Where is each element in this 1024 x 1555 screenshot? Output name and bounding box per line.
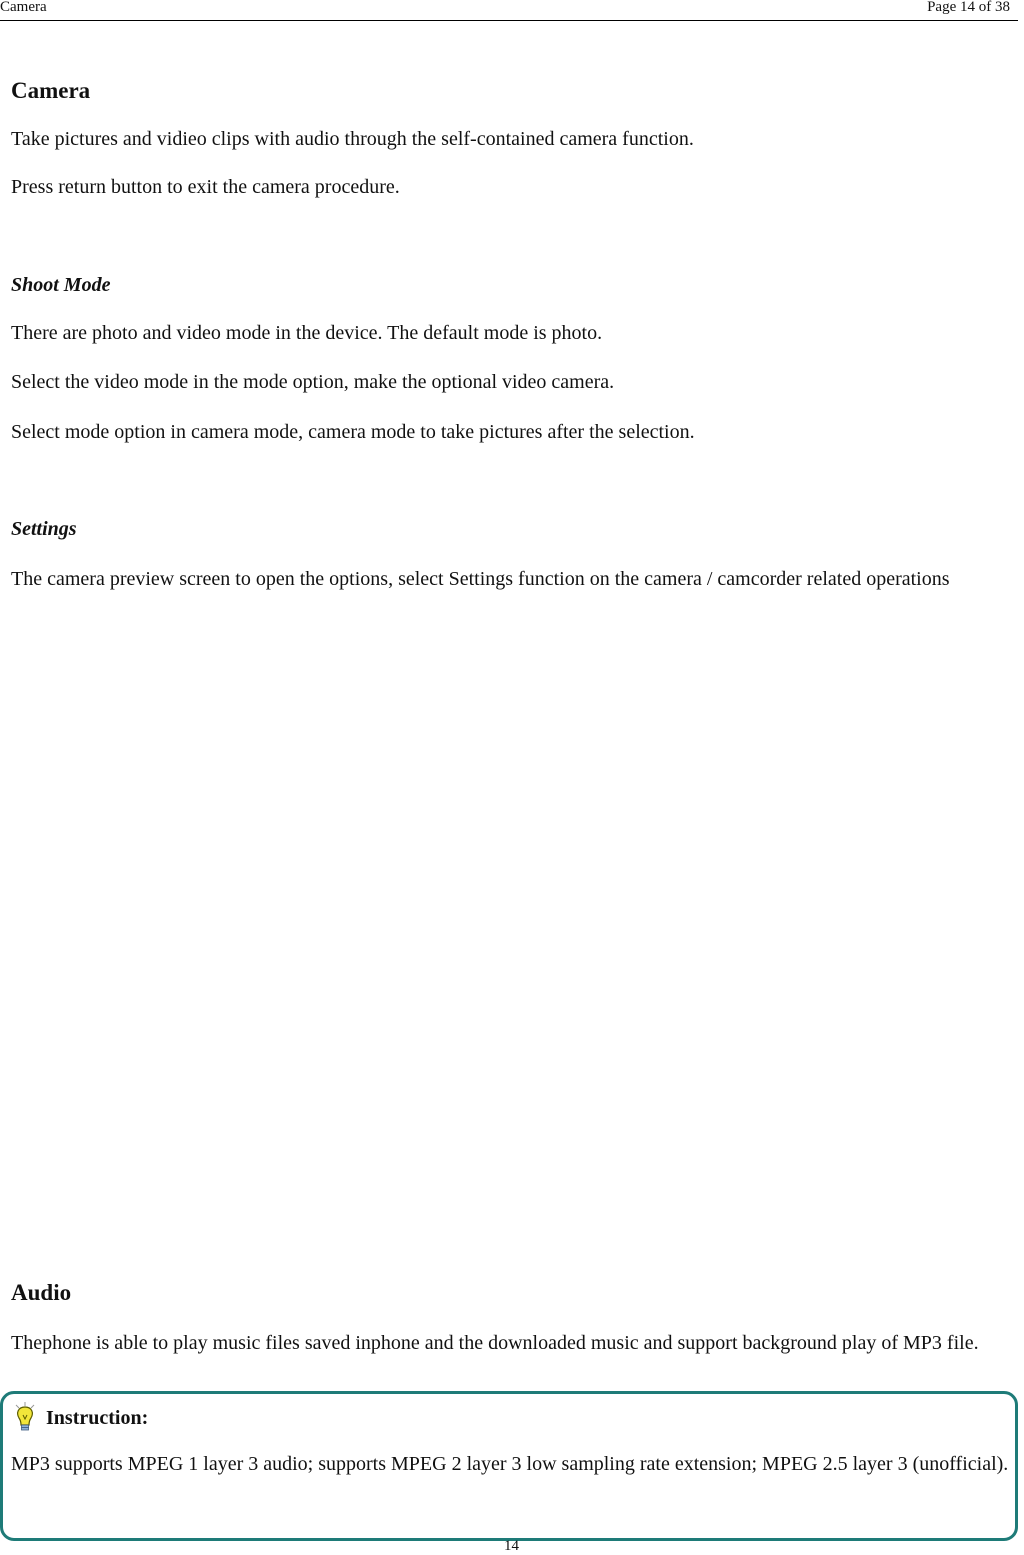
audio-heading: Audio xyxy=(11,1280,72,1305)
camera-intro-text: Take pictures and vidieo clips with audio through the self-contained camera function. xyxy=(11,128,694,150)
instruction-text: MP3 supports MPEG 1 layer 3 audio; supports MPEG 2 layer 3 low sampling rate extension; MPEG 2.5 layer 3 (unofficial). xyxy=(11,1453,1009,1475)
shoot-mode-heading: Shoot Mode xyxy=(11,274,111,296)
settings-text: The camera preview screen to open the options, select Settings function on the camera / camcorder related operations xyxy=(11,568,950,590)
shoot-mode-line-3: Select mode option in camera mode, camera mode to take pictures after the selection. xyxy=(11,421,695,443)
header-page-indicator: Page 14 of 38 xyxy=(927,0,1010,15)
camera-return-text: Press return button to exit the camera procedure. xyxy=(11,176,400,198)
shoot-mode-line-1: There are photo and video mode in the device. The default mode is photo. xyxy=(11,322,603,344)
settings-heading: Settings xyxy=(11,518,77,540)
camera-heading: Camera xyxy=(11,78,91,103)
page-header xyxy=(0,0,1018,21)
instruction-box xyxy=(0,1391,1018,1541)
instruction-title: Instruction: xyxy=(46,1407,149,1429)
shoot-mode-line-2: Select the video mode in the mode option, make the optional video camera. xyxy=(11,371,615,393)
audio-text: Thephone is able to play music files saved inphone and the downloaded music and support background play of MP3 file. xyxy=(11,1332,979,1354)
page-number: 14 xyxy=(504,1538,519,1554)
lightbulb-icon xyxy=(13,1402,37,1432)
header-section-title: Camera xyxy=(0,0,47,15)
